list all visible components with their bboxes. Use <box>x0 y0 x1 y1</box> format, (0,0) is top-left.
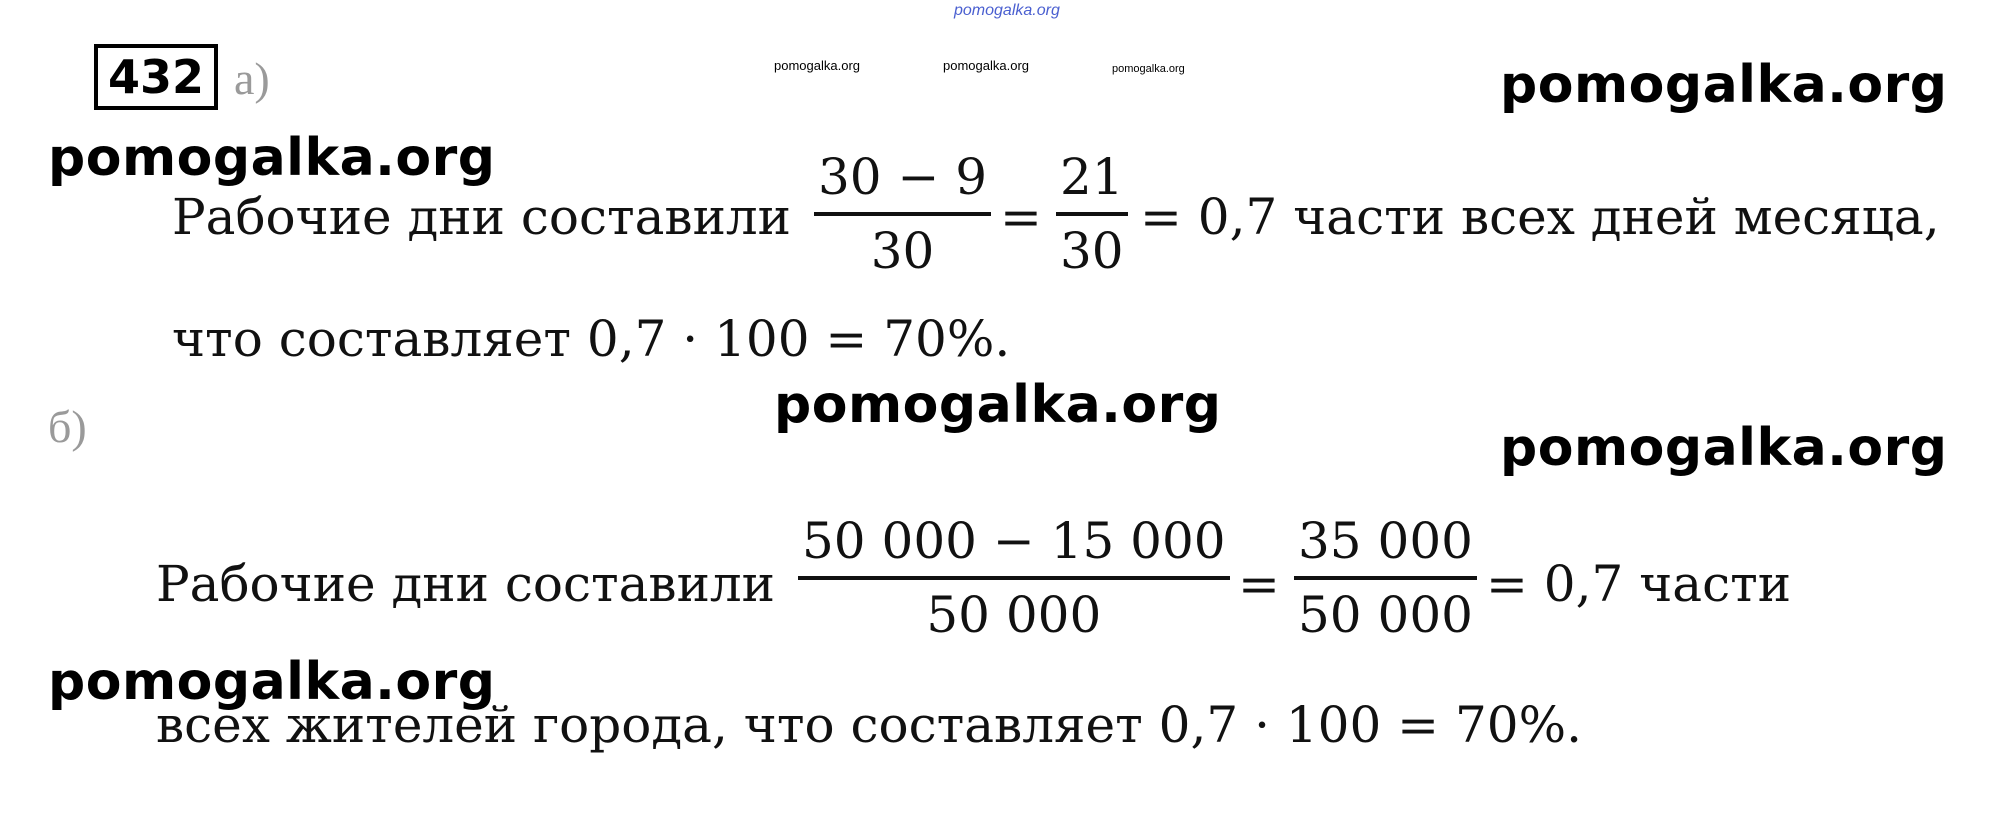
watermark-small: pomogalka.org <box>774 58 860 73</box>
part-b-label: б) <box>48 401 87 452</box>
fraction-denominator: 30 <box>870 222 935 280</box>
fraction-numerator: 21 <box>1060 148 1124 206</box>
watermark-large: pomogalka.org <box>774 375 1222 435</box>
problem-number: 432 <box>94 44 218 110</box>
fraction-denominator: 30 <box>1060 222 1124 280</box>
fraction-denominator: 50 000 <box>1298 586 1473 644</box>
part-a-label: а) <box>234 53 270 104</box>
part-a-fraction-1 <box>814 148 991 280</box>
fraction-bar <box>1294 576 1477 580</box>
part-b-tail-text: = 0,7 части <box>1486 555 1792 613</box>
part-a-lead-text: Рабочие дни составили <box>172 188 791 246</box>
part-b-lead-text: Рабочие дни составили <box>156 555 775 613</box>
equals-sign: = <box>1000 188 1042 246</box>
part-b-conclusion: всех жителей города, что составляет 0,7 · 100 = 70%. <box>156 696 1583 754</box>
watermark-large: pomogalka.org <box>1500 418 1948 478</box>
watermark-large: pomogalka.org <box>48 128 496 188</box>
part-a-fraction-2 <box>1056 148 1128 280</box>
watermark-large: pomogalka.org <box>48 652 496 712</box>
equals-sign: = <box>1238 555 1280 613</box>
fraction-bar <box>814 212 991 216</box>
watermark-large: pomogalka.org <box>1500 55 1948 115</box>
fraction-denominator: 50 000 <box>926 586 1102 644</box>
fraction-bar <box>798 576 1230 580</box>
part-b-fraction-2 <box>1294 512 1477 644</box>
fraction-numerator: 50 000 − 15 000 <box>802 512 1226 570</box>
part-b-fraction-1 <box>798 512 1230 644</box>
fraction-bar <box>1056 212 1128 216</box>
part-a-conclusion: что составляет 0,7 · 100 = 70%. <box>172 310 1011 368</box>
watermark-top: pomogalka.org <box>954 2 1060 19</box>
watermark-small: pomogalka.org <box>943 58 1029 73</box>
fraction-numerator: 30 − 9 <box>818 148 988 206</box>
watermark-small: pomogalka.org <box>1112 63 1185 75</box>
part-a-tail-text: = 0,7 части всех дней месяца, <box>1140 188 1940 246</box>
fraction-numerator: 35 000 <box>1298 512 1473 570</box>
